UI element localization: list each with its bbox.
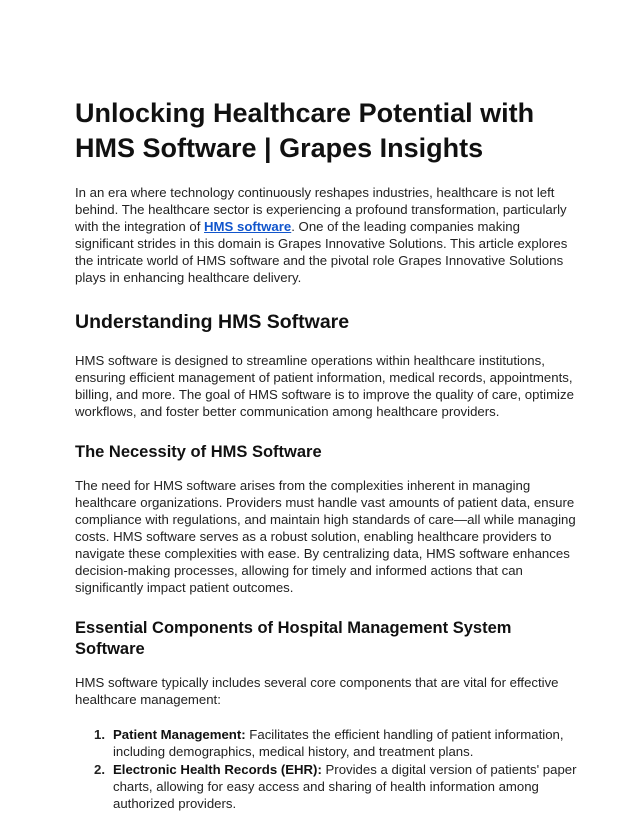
list-item-number: 2.	[94, 762, 105, 777]
list-item	[94, 761, 578, 812]
list-item-number: 1.	[94, 727, 105, 742]
section-body-understanding: HMS software is designed to streamline operations within healthcare institutions, ensuring efficient management of patient information, medical records, appointments, billing, and more. The goal of HMS software is to improve the quality of care, optimize workflows, and foster better communication among healthcare providers.	[75, 353, 574, 419]
hms-software-link[interactable]: HMS software	[204, 219, 292, 234]
list-item-text: Facilitates the efficient handling of patient information, including demographics, medical history, and treatment plans.	[113, 727, 564, 759]
section-body-necessity: The need for HMS software arises from the complexities inherent in managing healthcare organizations. Providers must handle vast amounts of patient data, ensure compliance with regulations, and maintain high standards of care—all while managing costs. HMS software serves as a robust solution, enabling healthcare providers to navigate these complexities with ease. By centralizing data, HMS software enhances decision-making processes, allowing for timely and informed actions that can significantly impact patient outcomes.	[75, 478, 576, 595]
section-heading-necessity: The Necessity of HMS Software	[75, 443, 322, 461]
intro-text-start: In an era where technology continuously reshapes industries, healthcare is not left behind. The healthcare sector is experiencing a profound transformation, particularly with the integration of	[75, 185, 567, 234]
intro-paragraph	[75, 184, 578, 286]
section-body-components: HMS software typically includes several core components that are vital for effective healthcare management:	[75, 675, 559, 707]
components-list	[75, 726, 578, 812]
section-heading-components: Essential Components of Hospital Management System Software	[75, 619, 512, 658]
list-item-text: Provides a digital version of patients' paper charts, allowing for easy access and sharing of health information among authorized providers.	[113, 762, 577, 811]
intro-text-end: . One of the leading companies making significant strides in this domain is Grapes Innovative Solutions. This article explores the intricate world of HMS software and the pivotal role Grapes Innovative Solutions plays in enhancing healthcare delivery.	[75, 219, 568, 285]
list-item-term: Patient Management:	[113, 727, 246, 742]
list-item-term: Electronic Health Records (EHR):	[113, 762, 322, 777]
list-item	[94, 726, 578, 760]
document-title: Unlocking Healthcare Potential with HMS Software | Grapes Insights	[75, 98, 535, 163]
section-heading-understanding: Understanding HMS Software	[75, 311, 350, 333]
